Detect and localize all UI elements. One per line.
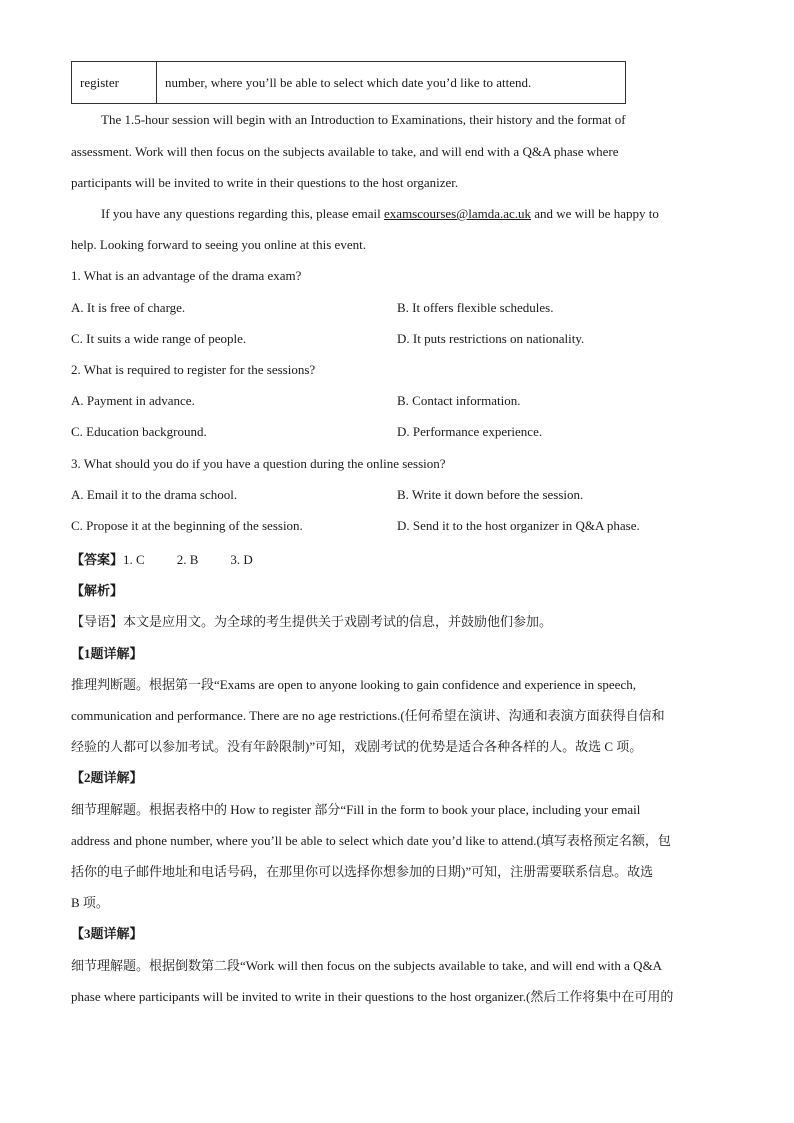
option-c: C. It suits a wide range of people.	[71, 331, 247, 346]
table-cell-text: number, where you’ll be able to select which date you’d like to attend.	[157, 62, 626, 104]
passage-line: assessment. Work will then focus on the subjects available to take, and will end with a Q&A phase where	[71, 144, 619, 159]
analysis-line: 细节理解题。根据倒数第二段“Work will then focus on the subjects available to take, and will end with a Q&A	[71, 958, 663, 973]
analysis-line: B 项。	[71, 895, 109, 910]
detail-1-title: 【1题详解】	[71, 646, 143, 661]
guide-line: 【导语】本文是应用文。为全球的考生提供关于戏剧考试的信息，并鼓励他们参加。	[71, 614, 553, 629]
option-b: B. Write it down before the session.	[397, 487, 584, 502]
question-stem: 2. What is required to register for the sessions?	[71, 362, 316, 377]
passage-text: and we will be happy to	[531, 206, 659, 221]
question-stem: 1. What is an advantage of the drama exam?	[71, 268, 302, 283]
detail-2-title: 【2题详解】	[71, 770, 143, 785]
answer-1: 1. C	[123, 552, 145, 567]
answer-label: 【答案】	[71, 552, 124, 567]
answer-2: 2. B	[176, 552, 199, 567]
option-d: D. Send it to the host organizer in Q&A phase.	[397, 518, 640, 533]
option-b: B. It offers flexible schedules.	[397, 300, 554, 315]
option-b: B. Contact information.	[397, 393, 521, 408]
analysis-label: 【解析】	[71, 583, 124, 598]
analysis-line: phase where participants will be invited to write in their questions to the host organizer.(然后工作将集中在可用的	[71, 989, 674, 1004]
table-cell-label: register	[72, 62, 157, 104]
option-c: C. Propose it at the beginning of the session.	[71, 518, 303, 533]
passage-line: help. Looking forward to seeing you online at this event.	[71, 237, 366, 252]
detail-3-title: 【3题详解】	[71, 926, 143, 941]
option-d: D. It puts restrictions on nationality.	[397, 331, 585, 346]
analysis-line: 细节理解题。根据表格中的 How to register 部分“Fill in the form to book your place, including your email	[71, 802, 641, 817]
passage-line: The 1.5-hour session will begin with an Introduction to Examinations, their history and the format of	[101, 112, 626, 127]
question-stem: 3. What should you do if you have a question during the online session?	[71, 456, 446, 471]
analysis-line: 括你的电子邮件地址和电话号码，在那里你可以选择你想参加的日期)”可知，注册需要联系信息。故选	[71, 864, 654, 879]
analysis-line: 推理判断题。根据第一段“Exams are open to anyone looking to gain confidence and experience in speech,	[71, 677, 636, 692]
table-row	[72, 62, 626, 104]
passage-line: participants will be invited to write in their questions to the host organizer.	[71, 175, 459, 190]
answer-line	[71, 549, 253, 568]
option-d: D. Performance experience.	[397, 424, 543, 439]
register-table	[71, 61, 626, 104]
analysis-line: communication and performance. There are no age restrictions.(任何希望在演讲、沟通和表演方面获得自信和	[71, 708, 665, 723]
contact-paragraph	[101, 206, 659, 222]
option-c: C. Education background.	[71, 424, 207, 439]
analysis-line: address and phone number, where you’ll be able to select which date you’d like to attend.(填写表格预定名额，包	[71, 833, 671, 848]
analysis-line: 经验的人都可以参加考试。没有年龄限制)”可知，戏剧考试的优势是适合各种各样的人。故选 C 项。	[71, 739, 643, 754]
option-a: A. Email it to the drama school.	[71, 487, 238, 502]
email-link[interactable]: examscourses@lamda.ac.uk	[384, 206, 532, 221]
passage-text: If you have any questions regarding this, please email	[101, 206, 385, 221]
option-a: A. It is free of charge.	[71, 300, 186, 315]
answer-3: 3. D	[230, 552, 253, 567]
option-a: A. Payment in advance.	[71, 393, 195, 408]
